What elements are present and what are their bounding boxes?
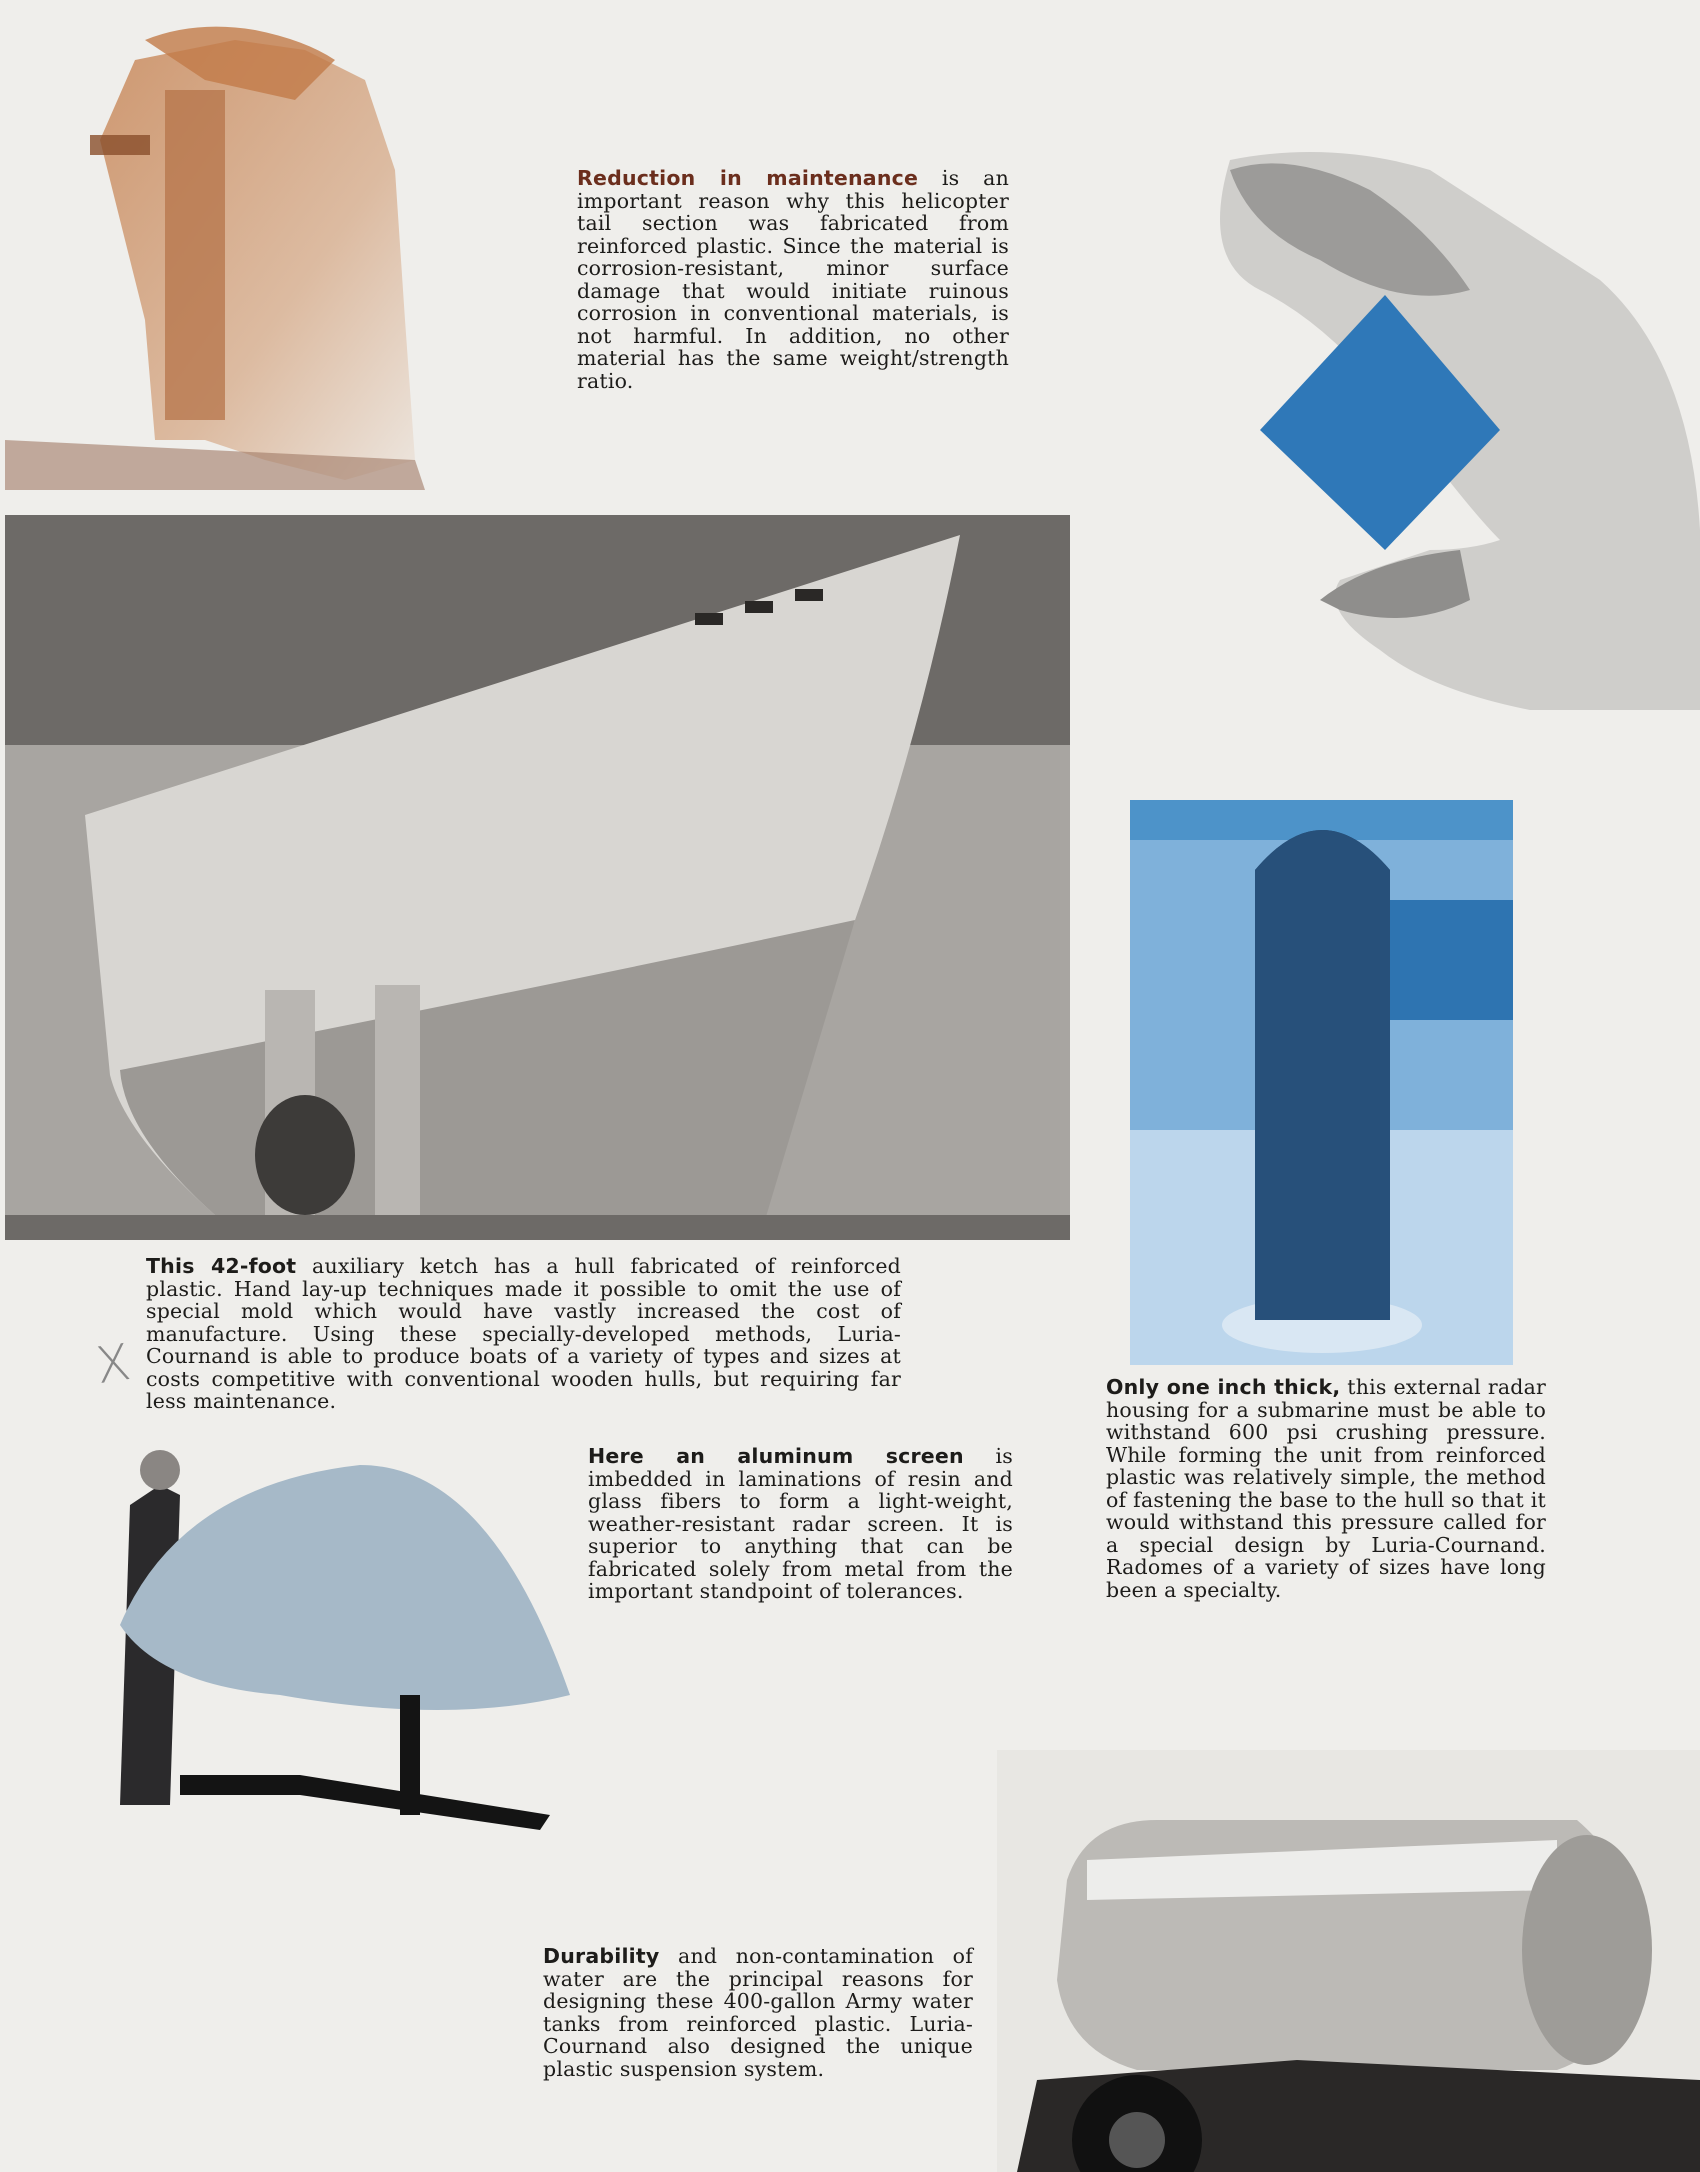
radar-housing-photo (1130, 800, 1513, 1365)
helicopter-caption-lead: Reduction in maintenance (577, 166, 919, 190)
tank-caption (543, 1945, 973, 2080)
screen-caption (588, 1445, 1013, 1603)
radar-caption-body: this external radar housing for a submarine must be able to withstand 600 psi crushing pressure. While forming the unit from reinforced plastic was relatively simple, the method of fastening the base to the hull so that it would withstand this pressure called for a special design by Luria-Cournand. Radomes of a variety of sizes have long been a specialty. (1106, 1375, 1546, 1602)
ketch-caption-lead: This 42-foot (146, 1254, 297, 1278)
tank-caption-lead: Durability (543, 1944, 660, 1968)
handwritten-x-mark: X (92, 1332, 135, 1396)
ketch-caption (146, 1255, 901, 1413)
helicopter-tail-photo (5, 20, 425, 490)
screen-caption-lead: Here an aluminum screen (588, 1444, 964, 1468)
radar-screen-photo (100, 1445, 590, 1865)
helicopter-caption-body: is an important reason why this helicopter tail section was fabricated from reinforced plastic. Since the material is corrosion-resistant, minor surface damage that would initiate ruinous corrosion in conventional materials, is not harmful. In addition, no other material has the same weight/strength ratio. (577, 166, 1010, 393)
ketch-hull-photo (5, 515, 1070, 1240)
helicopter-caption (577, 167, 1009, 392)
radar-caption (1106, 1376, 1546, 1601)
ketch-caption-body: auxiliary ketch has a hull fabricated of reinforced plastic. Hand lay-up techniques made it possible to omit the use of special mold which would have vastly increased the cost of manufacture. Using these specially-developed methods, Luria-Cournand is able to produce boats of a variety of types and sizes at costs competitive with conventional wooden hulls, but requiring far less maintenance. (146, 1254, 901, 1413)
hand-holding-panel-photo (1170, 130, 1700, 710)
tank-caption-body: and non-contamination of water are the principal reasons for designing these 400-gallon Army water tanks from reinforced plastic. Luria-Cournand also designed the unique plastic suspension system. (543, 1944, 973, 2081)
water-tank-photo (997, 1750, 1700, 2172)
radar-caption-lead: Only one inch thick, (1106, 1375, 1341, 1399)
screen-caption-body: is imbedded in laminations of resin and glass fibers to form a light-weight, weather-resistant radar screen. It is superior to anything that can be fabricated solely from metal from the important standpoint of tolerances. (588, 1444, 1013, 1603)
